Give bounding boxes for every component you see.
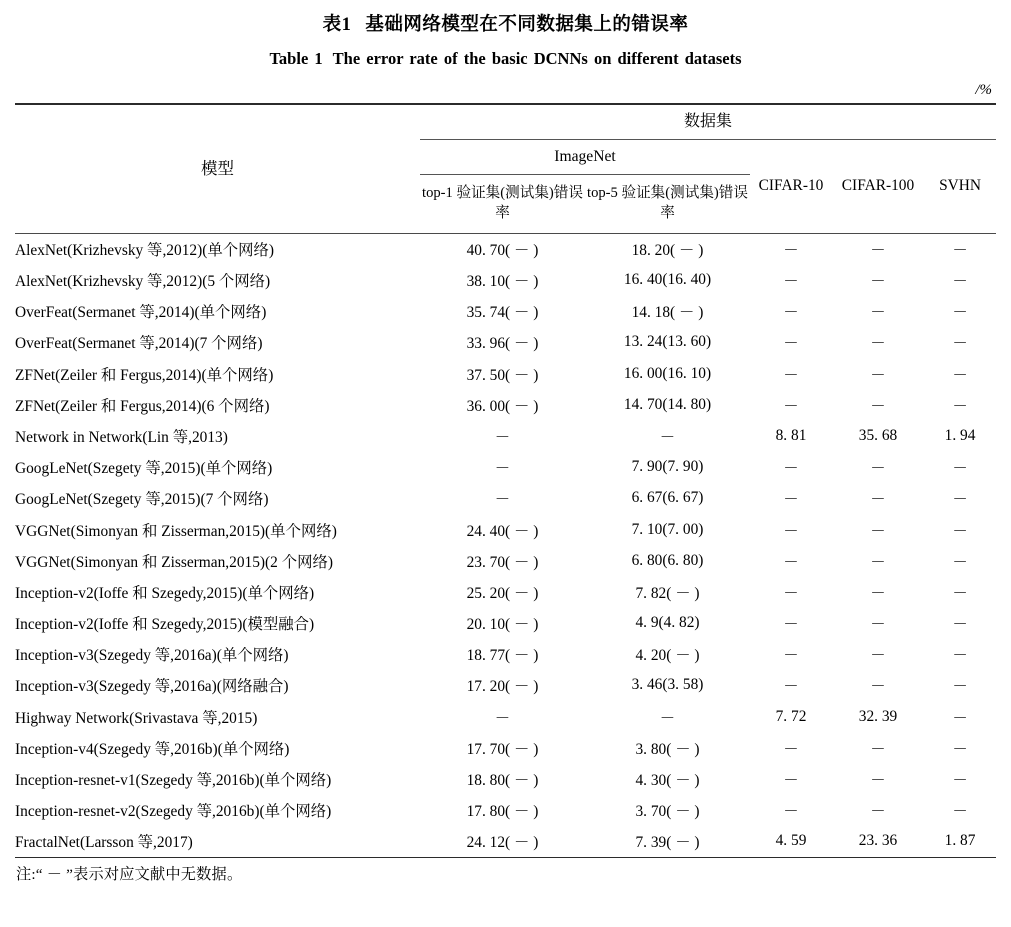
table-number-chinese: 表1 [322,15,352,35]
cell-svhn: － [952,616,968,634]
table-row [15,358,996,389]
unit-label: /% [975,81,992,98]
cell-top5: － [659,709,676,727]
table-page [0,14,1011,927]
cell-model: GoogLeNet(Szegety 等,2015)(7 个网络) [15,491,269,509]
cell-top5: 18. 20( － ) [631,242,704,260]
cell-top1: 17. 80( － ) [466,803,539,821]
cell-model: Inception-v2(Ioffe 和 Szegedy,2015)(单个网络) [15,584,315,602]
cell-cifar10: － [783,273,799,291]
table-row [15,327,996,358]
cell-model: Inception-v3(Szegedy 等,2016a)(单个网络) [15,647,289,665]
cell-cifar100: － [870,616,886,634]
cell-cifar10: － [783,678,799,696]
cell-cifar10: － [783,460,799,478]
cell-cifar100: － [870,304,886,322]
cell-top5: 4. 30( － ) [635,772,700,790]
cell-cifar10: － [783,242,799,260]
table-bottom-rule [15,857,996,858]
cell-svhn: － [952,491,968,509]
cell-cifar100: － [870,803,886,821]
cell-cifar100: 23. 36 [858,832,898,850]
cell-cifar100: － [870,584,886,602]
header-top1: top-1 验证集(测试集)错误率 [422,185,583,221]
cell-cifar10: － [783,304,799,322]
table-row [15,763,996,794]
cell-cifar10: 7. 72 [775,707,807,725]
cell-svhn: － [952,522,968,540]
table-row [15,701,996,732]
table-row [15,264,996,295]
cell-top1: 17. 70( － ) [466,740,539,758]
table-note: 注:“ － ”表示对应文献中无数据。 [16,866,243,883]
cell-cifar10: － [783,740,799,758]
cell-cifar10: － [783,584,799,602]
cell-top1: 38. 10( － ) [466,273,539,291]
cell-top5: 3. 70( － ) [635,803,700,821]
cell-svhn: － [952,772,968,790]
cell-cifar10: 4. 59 [775,832,807,850]
cell-top5: 6. 67(6. 67) [631,489,704,507]
cell-top5: 6. 80(6. 80) [631,551,704,569]
cell-model: OverFeat(Sermanet 等,2014)(7 个网络) [15,335,263,353]
cell-cifar100: － [870,647,886,665]
cell-cifar10: － [783,616,799,634]
cell-top5: 16. 00(16. 10) [623,364,712,382]
table-number-english: Table 1 [269,49,323,69]
cell-cifar100: － [870,397,886,415]
cell-cifar100: 32. 39 [858,707,898,725]
cell-svhn: － [952,553,968,571]
cell-top5: 13. 24(13. 60) [623,333,712,351]
cell-cifar100: 35. 68 [858,426,898,444]
cell-top5: 14. 70(14. 80) [623,395,712,413]
cell-cifar10: － [783,647,799,665]
cell-cifar10: － [783,772,799,790]
cell-cifar100: － [870,522,886,540]
cell-svhn: － [952,803,968,821]
cell-cifar100: － [870,553,886,571]
table-row [15,608,996,639]
cell-model: Network in Network(Lin 等,2013) [15,428,228,446]
cell-top1: 40. 70( － ) [466,242,539,260]
cell-cifar100: － [870,772,886,790]
cell-top1: 24. 40( － ) [466,522,539,540]
cell-model: GoogLeNet(Szegety 等,2015)(单个网络) [15,460,273,478]
cell-svhn: － [952,678,968,696]
cell-top1: 37. 50( － ) [466,366,539,384]
cell-svhn: － [952,709,968,727]
cell-model: ZFNet(Zeiler 和 Fergus,2014)(6 个网络) [15,397,270,415]
cell-top5: 16. 40(16. 40) [623,271,712,289]
cell-top1: 18. 77( － ) [466,647,539,665]
cell-model: AlexNet(Krizhevsky 等,2012)(5 个网络) [15,273,271,291]
cell-model: VGGNet(Simonyan 和 Zisserman,2015)(单个网络) [15,522,337,540]
cell-top5: 7. 10(7. 00) [631,520,704,538]
cell-model: ZFNet(Zeiler 和 Fergus,2014)(单个网络) [15,366,274,384]
cell-svhn: － [952,273,968,291]
header-dataset-group: 数据集 [684,112,733,130]
table-row [15,639,996,670]
cell-top5: 3. 46(3. 58) [631,676,704,694]
cell-cifar100: － [870,491,886,509]
cell-cifar100: － [870,460,886,478]
cell-model: Inception-v4(Szegedy 等,2016b)(单个网络) [15,740,290,758]
cell-model: Inception-resnet-v1(Szegedy 等,2016b)(单个网络) [15,772,332,790]
table-row [15,233,996,264]
table-row [15,545,996,576]
cell-model: Inception-v3(Szegedy 等,2016a)(网络融合) [15,678,289,696]
cell-top5: 3. 80( － ) [635,740,700,758]
cell-model: VGGNet(Simonyan 和 Zisserman,2015)(2 个网络) [15,553,334,571]
cell-cifar10: － [783,803,799,821]
cell-svhn: － [952,460,968,478]
cell-model: Inception-resnet-v2(Szegedy 等,2016b)(单个网络) [15,803,332,821]
cell-top5: 14. 18( － ) [631,304,704,322]
table-row [15,514,996,545]
cell-top5: 7. 82( － ) [635,584,700,602]
cell-cifar10: 8. 81 [775,426,807,444]
cell-cifar10: － [783,522,799,540]
header-model: 模型 [201,158,234,178]
cell-top1: 25. 20( － ) [466,584,539,602]
cell-top1: 18. 80( － ) [466,772,539,790]
cell-top1: － [494,460,511,478]
header-cifar10: CIFAR-10 [758,176,824,194]
cell-top5: － [659,428,676,446]
table-row [15,795,996,826]
header-cifar100: CIFAR-100 [841,176,915,194]
cell-svhn: － [952,242,968,260]
cell-top1: 23. 70( － ) [466,553,539,571]
cell-top1: 36. 00( － ) [466,397,539,415]
error-rate-table [15,105,996,857]
table-row [15,452,996,483]
cell-cifar100: － [870,740,886,758]
cell-cifar100: － [870,678,886,696]
cell-top5: 4. 9(4. 82) [635,614,700,632]
cell-cifar100: － [870,335,886,353]
cell-svhn: 1. 87 [944,832,976,850]
header-row-dataset [15,105,996,139]
header-svhn: SVHN [939,176,981,194]
cell-top1: 24. 12( － ) [466,834,539,852]
header-top5: top-5 验证集(测试集)错误率 [587,185,748,221]
cell-cifar100: － [870,242,886,260]
cell-svhn: － [952,740,968,758]
cell-cifar100: － [870,273,886,291]
cell-top1: 35. 74( － ) [466,304,539,322]
cell-cifar100: － [870,366,886,384]
cell-cifar10: － [783,335,799,353]
table-title-chinese-text: 基础网络模型在不同数据集上的错误率 [365,15,689,35]
cell-svhn: － [952,304,968,322]
cell-svhn: － [952,366,968,384]
cell-svhn: － [952,584,968,602]
cell-top1: 33. 96( － ) [466,335,539,353]
table-row [15,670,996,701]
cell-top1: 17. 20( － ) [466,678,539,696]
table-row [15,576,996,607]
table-row [15,389,996,420]
cell-model: Highway Network(Srivastava 等,2015) [15,709,258,727]
table-body [15,233,996,857]
cell-cifar10: － [783,553,799,571]
cell-top1: 20. 10( － ) [466,616,539,634]
cell-svhn: 1. 94 [944,426,976,444]
cell-top5: 7. 90(7. 90) [631,458,704,476]
cell-top5: 4. 20( － ) [635,647,700,665]
cell-svhn: － [952,335,968,353]
cell-model: OverFeat(Sermanet 等,2014)(单个网络) [15,304,267,322]
table-row [15,296,996,327]
table-row [15,826,996,857]
cell-cifar10: － [783,397,799,415]
table-title-chinese [15,14,996,37]
header-imagenet-group: ImageNet [554,148,616,166]
table-row [15,483,996,514]
cell-cifar10: － [783,491,799,509]
cell-model: AlexNet(Krizhevsky 等,2012)(单个网络) [15,242,275,260]
cell-svhn: － [952,647,968,665]
table-title-english [15,49,996,70]
cell-model: FractalNet(Larsson 等,2017) [15,834,193,852]
table-header [15,105,996,234]
table-title-english-text: The error rate of the basic DCNNs on different datasets [332,49,742,69]
cell-top1: － [494,709,511,727]
cell-top1: － [494,491,511,509]
table-row [15,732,996,763]
cell-svhn: － [952,397,968,415]
cell-top5: 7. 39( － ) [635,834,700,852]
cell-top1: － [494,428,511,446]
table-row [15,420,996,451]
cell-model: Inception-v2(Ioffe 和 Szegedy,2015)(模型融合) [15,616,315,634]
cell-cifar10: － [783,366,799,384]
